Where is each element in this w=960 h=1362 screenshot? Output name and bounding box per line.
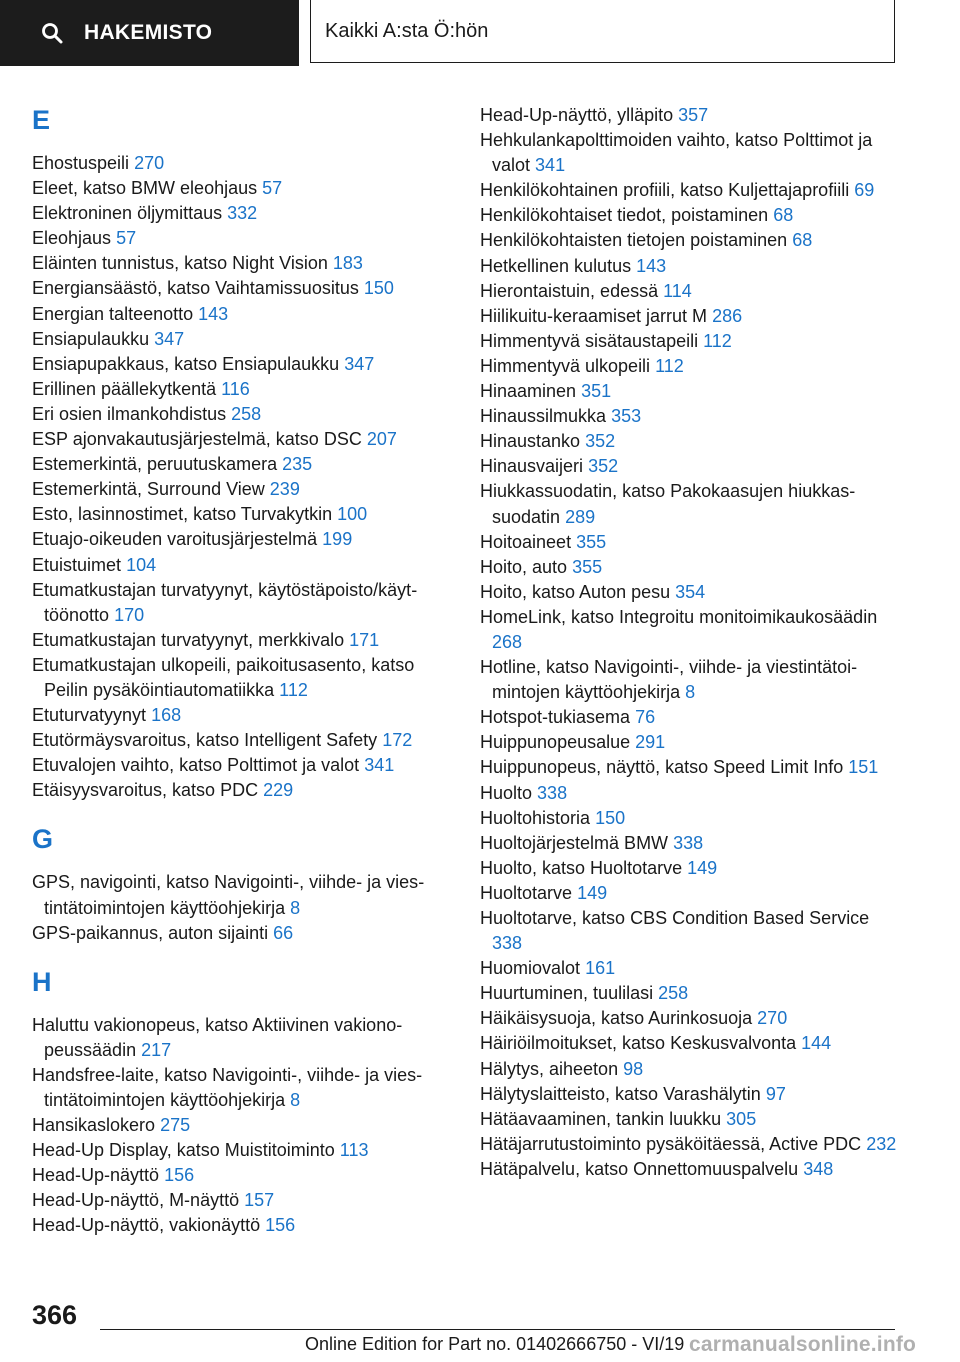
index-entry: Head-Up-näyttö, M-näyttö 157 (32, 1190, 275, 1211)
index-entry: Huolto, katso Huoltotarve 149 (480, 857, 718, 878)
index-entry: Henkilökohtaisten tietojen poistaminen 68 (480, 230, 813, 251)
index-entry: Eläinten tunnistus, katso Night Vision 183 (32, 253, 363, 274)
edition-footer: Online Edition for Part no. 01402666750 - VI/19 (305, 1334, 685, 1354)
index-entry: Hälytys, aiheeton 98 (480, 1058, 644, 1079)
index-entry: Head-Up-näyttö, ylläpito 357 (480, 105, 709, 125)
page-link[interactable]: 150 (363, 278, 394, 299)
index-entry: Hotline, katso Navigointi-, viihde- ja viestintätoimintojen käyttöohjekirja 8 (480, 657, 858, 703)
index-entry: Etuistuimet 104 (32, 554, 157, 575)
page-link[interactable]: 270 (757, 1008, 788, 1029)
index-entry: Hetkellinen kulutus 143 (480, 255, 667, 276)
index-entry: Hiukkassuodatin, katso Pakokaasujen hiukkassuodatin 289 (480, 481, 856, 527)
page-link[interactable]: 232 (866, 1133, 897, 1154)
page-link[interactable]: 239 (269, 479, 300, 500)
page-link[interactable]: 270 (134, 153, 165, 173)
page-link[interactable]: 289 (565, 506, 596, 527)
index-entry: Esto, lasinnostimet, katso Turvakytkin 100 (32, 504, 368, 525)
index-column-right (480, 103, 900, 1182)
index-tab-label: HAKEMISTO (84, 21, 213, 44)
page-link[interactable]: 98 (623, 1058, 644, 1079)
page-link[interactable]: 104 (126, 554, 157, 575)
index-entry: Etumatkustajan ulkopeili, paikoitusasento, katso Peilin pysäköintiautomatiikka 112 (32, 654, 415, 700)
page-link[interactable]: 161 (585, 958, 616, 979)
page-link[interactable]: 275 (160, 1115, 191, 1136)
footer-divider (100, 1329, 895, 1330)
page-link[interactable]: 291 (635, 732, 666, 753)
page-link[interactable]: 341 (535, 155, 566, 176)
index-entry: Eri osien ilmankohdistus 258 (32, 403, 262, 424)
index-entry: Hinausvaijeri 352 (480, 456, 619, 477)
page-link[interactable]: 68 (773, 205, 794, 226)
page-link[interactable]: 347 (154, 328, 185, 349)
index-entry: Huomiovalot 161 (480, 958, 616, 979)
index-entry: Eleohjaus 57 (32, 228, 137, 249)
page-link[interactable]: 156 (164, 1165, 195, 1186)
index-entry: Hiilikuitu-keraamiset jarrut M 286 (480, 305, 743, 326)
a-to-z-tab[interactable] (310, 0, 895, 63)
a-to-z-tab-label: Kaikki A:sta Ö:hön (325, 19, 489, 42)
search-icon (40, 20, 66, 46)
page-link[interactable]: 149 (687, 857, 718, 878)
page-link[interactable]: 286 (712, 305, 743, 326)
index-entry: Etumatkustajan turvatyynyt, merkkivalo 171 (32, 629, 380, 650)
page-link[interactable]: 354 (675, 581, 706, 602)
page-link[interactable]: 338 (673, 832, 704, 853)
index-entry: Hehkulankapolttimoiden vaihto, katso Polttimot ja valot 341 (480, 130, 873, 176)
page-link[interactable]: 199 (322, 529, 353, 550)
page-link[interactable]: 144 (801, 1033, 832, 1054)
index-entry: Hoito, katso Auton pesu 354 (480, 581, 706, 602)
index-entry: Energian talteenotto 143 (32, 303, 229, 324)
index-entry: Etutörmäysvaroitus, katso Intelligent Safety 172 (32, 730, 413, 751)
page-link[interactable]: 8 (290, 897, 301, 918)
page-link[interactable]: 170 (114, 604, 145, 625)
section-letter: G (32, 824, 54, 855)
index-entry: Häiriöilmoitukset, katso Keskusvalvonta 144 (480, 1033, 832, 1054)
index-column-left (32, 103, 452, 1239)
page-link[interactable]: 113 (339, 1140, 369, 1161)
index-entry: Haluttu vakionopeus, katso Aktiivinen vakionopeussäädin 217 (32, 1014, 403, 1060)
page-link[interactable]: 143 (198, 303, 229, 324)
index-entry: GPS, navigointi, katso Navigointi-, viihde- ja viestintätoimintojen käyttöohjekirja 8 (32, 872, 425, 918)
page-link[interactable]: 151 (848, 757, 879, 778)
index-entry: Energiansäästö, katso Vaihtamissuositus 150 (32, 278, 394, 299)
section-gap (32, 946, 452, 961)
index-entry: Head-Up-näyttö 156 (32, 1165, 195, 1186)
index-entry: Henkilökohtainen profiili, katso Kuljettajaprofiili 69 (480, 180, 875, 201)
index-entry: Hinaustanko 352 (480, 431, 616, 452)
index-entry: Himmentyvä sisätaustapeili 112 (480, 330, 732, 351)
page-link[interactable]: 332 (227, 203, 258, 224)
index-entry: Huoltohistoria 150 (480, 807, 626, 828)
index-entry: Estemerkintä, Surround View 239 (32, 479, 300, 500)
index-entry: Hotspot-tukiasema 76 (480, 707, 656, 728)
page-link[interactable]: 172 (382, 730, 413, 751)
index-entry: Hansikaslokero 275 (32, 1115, 191, 1136)
index-entry: Etuajo-oikeuden varoitusjärjestelmä 199 (32, 529, 353, 550)
index-entry: Head-Up-näyttö, vakionäyttö 156 (32, 1215, 296, 1236)
page-link[interactable]: 341 (364, 755, 395, 776)
page-link[interactable]: 112 (703, 330, 732, 351)
index-entry: Huippunopeus, näyttö, katso Speed Limit Info 151 (480, 757, 879, 778)
page-link[interactable]: 258 (231, 403, 262, 424)
index-entry: Etuvalojen vaihto, katso Polttimot ja valot 341 (32, 755, 395, 776)
page-link[interactable]: 353 (611, 406, 642, 427)
page-link[interactable]: 97 (765, 1083, 786, 1104)
page-link[interactable]: 69 (854, 180, 875, 201)
index-entry: Hinaussilmukka 353 (480, 406, 642, 427)
index-entry: Estemerkintä, peruutuskamera 235 (32, 454, 313, 475)
index-entry: Etuturvatyynyt 168 (32, 705, 182, 726)
index-entry: Huolto 338 (480, 782, 568, 803)
index-entry: Ensiapulaukku 347 (32, 328, 185, 349)
index-entry: HomeLink, katso Integroitu monitoimikaukosäädin 268 (480, 606, 878, 652)
index-entry: Huippunopeusalue 291 (480, 732, 666, 753)
page-link[interactable]: 355 (576, 531, 607, 552)
index-entry: Hätäpalvelu, katso Onnettomuuspalvelu 348 (480, 1158, 834, 1179)
section-letter: E (32, 105, 51, 135)
page-link[interactable]: 76 (635, 707, 656, 728)
index-entry: Hoito, auto 355 (480, 556, 603, 577)
index-entry: ESP ajonvakautusjärjestelmä, katso DSC 207 (32, 429, 397, 450)
watermark: carmanualsonline.info (689, 1333, 917, 1356)
index-entry: Huoltotarve 149 (480, 882, 608, 903)
index-entry: Himmentyvä ulkopeili 112 (480, 355, 684, 376)
page-link[interactable]: 8 (290, 1090, 301, 1110)
index-entry: Handsfree-laite, katso Navigointi-, viihde- ja viestintätoimintojen käyttöohjekirja 8 (32, 1064, 423, 1110)
page-link[interactable]: 351 (581, 381, 612, 402)
page-link[interactable]: 143 (636, 255, 667, 276)
index-entry: Elektroninen öljymittaus 332 (32, 203, 258, 224)
top-navigation (0, 0, 960, 66)
page-link[interactable]: 157 (244, 1190, 275, 1211)
page-link[interactable]: 156 (265, 1215, 296, 1236)
page-link[interactable]: 68 (792, 230, 813, 251)
page-link[interactable]: 352 (588, 456, 619, 477)
index-entry: Huurtuminen, tuulilasi 258 (480, 983, 689, 1004)
page-link[interactable]: 235 (282, 454, 313, 475)
page-link[interactable]: 116 (221, 378, 250, 399)
page-link[interactable]: 355 (572, 556, 603, 577)
index-entry: Head-Up Display, katso Muistitoiminto 113 (32, 1140, 369, 1161)
index-entry: Ensiapupakkaus, katso Ensiapulaukku 347 (32, 353, 375, 374)
index-entry: Hierontaistuin, edessä 114 (480, 280, 692, 301)
page-link[interactable]: 305 (726, 1108, 757, 1129)
page-link[interactable]: 168 (151, 705, 182, 726)
page-link[interactable]: 352 (585, 431, 616, 452)
page-link[interactable]: 217 (141, 1039, 172, 1060)
page-link[interactable]: 149 (577, 882, 608, 903)
index-entry: Hinaaminen 351 (480, 381, 612, 402)
index-entry: Huoltotarve, katso CBS Condition Based Service 338 (480, 908, 870, 954)
page-link[interactable]: 112 (279, 679, 308, 700)
page-link[interactable]: 268 (492, 631, 523, 652)
index-entry: Henkilökohtaiset tiedot, poistaminen 68 (480, 205, 794, 226)
page-link[interactable]: 357 (678, 105, 709, 125)
index-entry: Hätäavaaminen, tankin luukku 305 (480, 1108, 757, 1129)
index-tab[interactable] (0, 0, 299, 66)
index-entry: Hälytyslaitteisto, katso Varashälytin 97 (480, 1083, 786, 1104)
page-link[interactable]: 114 (663, 280, 692, 301)
page-link[interactable]: 183 (332, 253, 363, 274)
page-link[interactable]: 258 (658, 983, 689, 1004)
section-letter: H (32, 966, 52, 997)
page-link[interactable]: 57 (116, 228, 137, 249)
index-entry: Hätäjarrutustoiminto pysäköitäessä, Active PDC 232 (480, 1133, 897, 1154)
page-link[interactable]: 207 (366, 429, 397, 450)
page-link[interactable]: 57 (262, 178, 283, 199)
index-entry: Ehostuspeili 270 (32, 153, 165, 173)
page-link[interactable]: 100 (337, 504, 368, 525)
page-link[interactable]: 112 (655, 355, 684, 376)
page-link[interactable]: 171 (349, 629, 380, 650)
page-link[interactable]: 348 (803, 1158, 834, 1179)
page-link[interactable]: 338 (492, 933, 523, 954)
index-entry: Huoltojärjestelmä BMW 338 (480, 832, 704, 853)
index-entry: Häikäisysuoja, katso Aurinkosuoja 270 (480, 1008, 788, 1029)
index-entry: GPS-paikannus, auton sijainti 66 (32, 922, 294, 943)
page-link[interactable]: 229 (263, 780, 294, 801)
index-entry: Erillinen päällekytkentä 116 (32, 378, 250, 399)
page-link[interactable]: 338 (537, 782, 568, 803)
index-entry: Hoitoaineet 355 (480, 531, 607, 552)
page-number: 366 (32, 1300, 78, 1330)
page-link[interactable]: 347 (344, 353, 375, 374)
index-entry: Etumatkustajan turvatyynyt, käytöstäpoisto/käyttöönotto 170 (32, 579, 418, 625)
page-link[interactable]: 150 (595, 807, 626, 828)
page-link[interactable]: 8 (685, 682, 696, 703)
index-entry: Eleet, katso BMW eleohjaus 57 (32, 178, 283, 199)
section-gap (32, 803, 452, 818)
index-entry: Etäisyysvaroitus, katso PDC 229 (32, 780, 294, 801)
page-link[interactable]: 66 (273, 922, 294, 943)
